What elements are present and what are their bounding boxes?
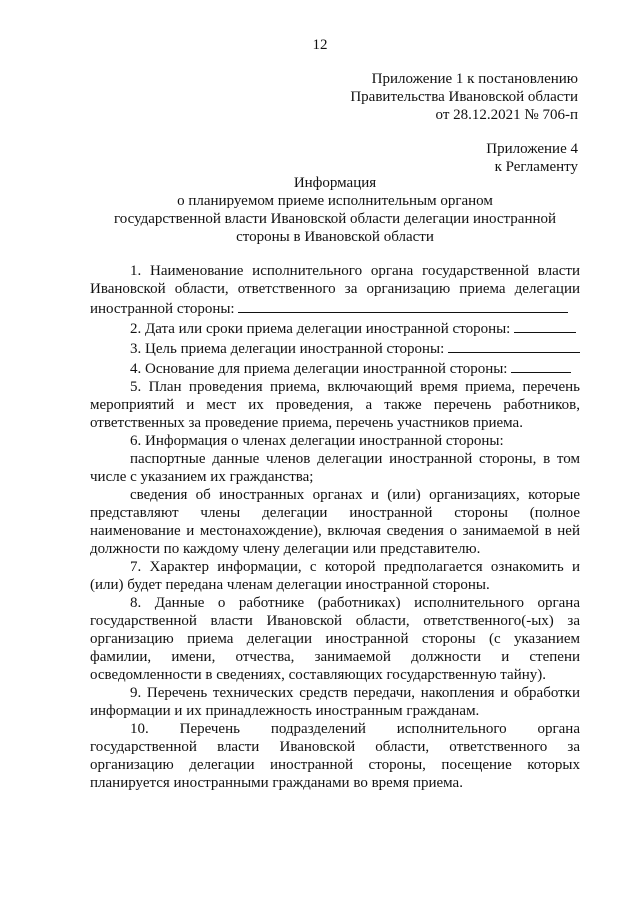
- fill-in-line: [238, 298, 568, 313]
- appendix-1-line-3: от 28.12.2021 № 706-п: [435, 107, 578, 123]
- item-4: [90, 358, 580, 378]
- title-line-4: стороны в Ивановской области: [236, 229, 434, 245]
- appendix-1-header: [350, 70, 578, 124]
- item-5: 5. План проведения приема, включающий время приема, перечень мероприятий и мест их проведения, а также перечень работников, ответственных за проведение приема, перечень участников приема.: [90, 379, 580, 431]
- document-title: [80, 174, 590, 246]
- fill-in-line: [511, 358, 571, 373]
- item-2-text: 2. Дата или сроки приема делегации иностранной стороны:: [130, 321, 511, 337]
- item-6-organizations: сведения об иностранных органах и (или) организациях, которые представляют члены делегации иностранной стороны (полное наименование и местонахождение), включая сведения о занимаемой в ней должности по каждому члену делегации или представителю.: [90, 487, 580, 557]
- item-4-text: 4. Основание для приема делегации иностранной стороны:: [130, 361, 508, 377]
- document-body: [90, 262, 580, 792]
- item-6-passport: паспортные данные членов делегации иностранной стороны, в том числе с указанием их гражданства;: [90, 451, 580, 485]
- item-9: 9. Перечень технических средств передачи, накопления и обработки информации и их принадлежность иностранным гражданам.: [90, 685, 580, 719]
- item-8: 8. Данные о работнике (работниках) исполнительного органа государственной власти Ивановской области, ответственного(-ых) за организацию приема делегации иностранной стороны (с указанием фамилии, имени, отчества, занимаемой должности и степени осведомленности в сведениях, составляющих государственную тайну).: [90, 595, 580, 683]
- appendix-4-line-1: Приложение 4: [486, 141, 578, 157]
- item-7: 7. Характер информации, с которой предполагается ознакомить и (или) будет передана членам делегации иностранной стороны.: [90, 559, 580, 593]
- item-10: 10. Перечень подразделений исполнительного органа государственной власти Ивановской области, ответственного за организацию делегации иностранной стороны, посещение которых планируется иностранными гражданами во время приема.: [90, 721, 580, 791]
- item-6: 6. Информация о членах делегации иностранной стороны:: [130, 433, 504, 449]
- title-line-2: о планируемом приеме исполнительным органом: [177, 193, 493, 209]
- fill-in-line: [448, 338, 580, 353]
- item-1: [90, 262, 580, 318]
- page-number: 12: [312, 37, 328, 53]
- item-3-text: 3. Цель приема делегации иностранной стороны:: [130, 341, 445, 357]
- appendix-1-line-1: Приложение 1 к постановлению: [371, 71, 578, 87]
- appendix-1-line-2: Правительства Ивановской области: [350, 89, 578, 105]
- fill-in-line: [514, 318, 576, 333]
- title-line-3: государственной власти Ивановской области делегации иностранной: [113, 211, 557, 227]
- item-3: [90, 338, 580, 358]
- title-line-1: Информация: [293, 175, 377, 191]
- item-2: [90, 318, 580, 338]
- item-1-text: 1. Наименование исполнительного органа государственной власти Ивановской области, ответственного за организацию приема делегации иностранной стороны:: [90, 263, 580, 317]
- appendix-4-header: [486, 140, 578, 176]
- appendix-4-line-2: к Регламенту: [494, 159, 578, 175]
